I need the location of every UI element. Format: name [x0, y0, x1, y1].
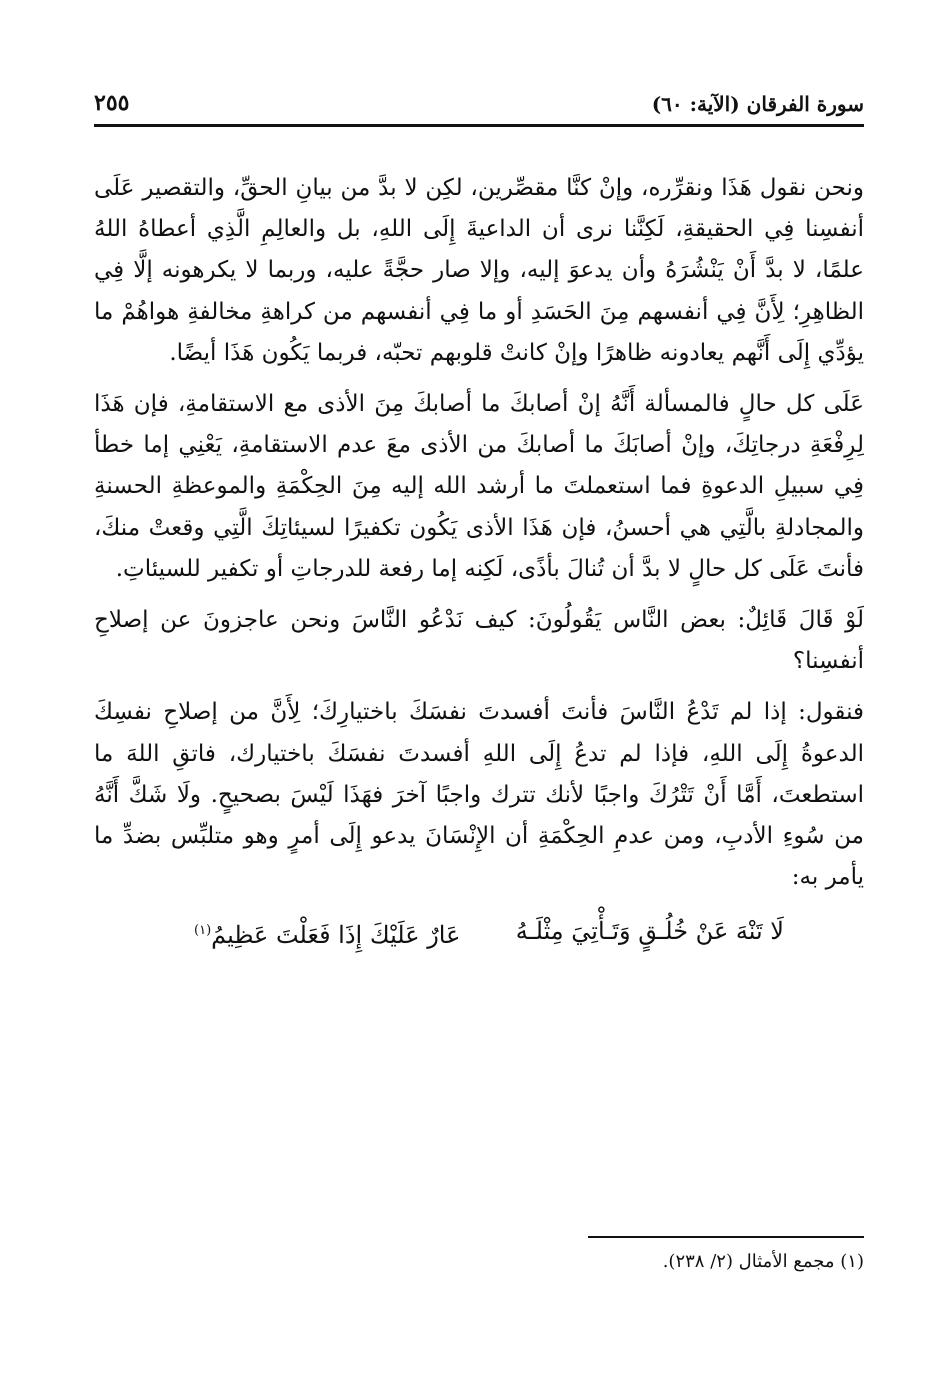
- footnote-divider: [588, 1236, 864, 1238]
- footnote: (١) مجمع الأمثال (٢/ ٢٣٨).: [662, 1251, 864, 1272]
- poem-hemistich-first: لَا تَنْهَ عَنْ خُلُـقٍ وَتَـأْتِيَ مِثْلَـهُ: [515, 917, 784, 946]
- paragraph-1: ونحن نقول هَذَا ونقرِّره، وإنْ كنَّا مقصِّرين، لكِن لا بدَّ من بيانِ الحقِّ، والتقصير عَلَى أنفسِنا فِي الحقيقةِ، لَكِنَّنا نرى أن الداعيةَ إِلَى اللهِ، بل والعالِمِ الَّذِي أعطاهُ اللهُ علمًا، لا بدَّ أَنْ يَنْشُرَهُ وأن يدعوَ إليه، وإلا صار حجَّةً عليه، وربما لا يكرهونه إلَّا فِي الظاهِرِ؛ لِأَنَّ فِي أنفسهم مِنَ الحَسَدِ أو ما فِي أنفسهم من كراهةِ مخالفةِ هواهُمْ ما يؤدِّي إِلَى أَنَّهم يعادونه ظاهرًا وإنْ كانتْ قلوبهم تحبّه، فربما يَكُون هَذَا أيضًا.: [94, 175, 865, 366]
- page-number: ٢٥٥: [94, 90, 130, 116]
- poem-hemistich-second: [194, 908, 460, 958]
- paragraph-2: عَلَى كل حالٍ فالمسألة أَنَّهُ إنْ أصابكَ ما أصابكَ مِنَ الأذى مع الاستقامةِ، فإن هَذَا لِرِفْعَةِ درجاتِكَ، وإنْ أصابَكَ ما أصابكَ من الأذى معَ عدم الاستقامةِ، يَعْنِي إما خطأ فِي سبيلِ الدعوةِ فما استعملتَ ما أرشد الله إليه مِنَ الحِكْمَةِ والموعظةِ الحسنةِ والمجادلةِ بالَّتِي هي أحسنُ، فإن هَذَا الأذى يَكُون تكفيرًا لسيئاتِكَ الَّتِي وقعتْ منكَ، فأنتَ عَلَى كل حالٍ لا بدَّ أن تُنالَ بأذًى، لَكِنه إما رفعة للدرجاتِ أو تكفير للسيئاتِ.: [94, 391, 864, 582]
- paragraph-3: لَوْ قَالَ قَائِلٌ: بعض النَّاس يَقُولُونَ: كيف نَدْعُو النَّاسَ ونحن عاجزونَ عن إصلاحِ أنفسِنا؟: [94, 607, 864, 675]
- poem-verse: [194, 908, 784, 958]
- poem-hemistich-second-text: عَارٌ عَلَيْكَ إِذَا فَعَلْتَ عَظِيمُ: [211, 921, 461, 950]
- running-title: سورة الفرقان (الآية: ٦٠): [651, 92, 864, 116]
- main-text: [94, 168, 864, 958]
- paragraph-4: فنقول: إذا لم تَدْعُ النَّاسَ فأنتَ أفسدتَ نفسَكَ باختيارِكَ؛ لِأَنَّ من إصلاحِ نفسِكَ الدعوةُ إِلَى اللهِ، فإذا لم تدعُ إِلَى اللهِ أفسدتَ نفسَكَ باختيارك، فاتقِ اللهَ ما استطعتَ، أَمَّا أَنْ تَتْرُكَ واجبًا لأنك تترك واجبًا آخرَ فهَذَا لَيْسَ بصحيحٍ. ولَا شَكَّ أَنَّهُ من سُوءِ الأدبِ، ومن عدمِ الحِكْمَةِ أن الإِنْسَانَ يدعو إِلَى أمرٍ وهو متلبِّس بضدِّ ما يأمر به:: [94, 699, 864, 891]
- footnote-marker: (١): [194, 923, 212, 939]
- page-header: [94, 88, 864, 127]
